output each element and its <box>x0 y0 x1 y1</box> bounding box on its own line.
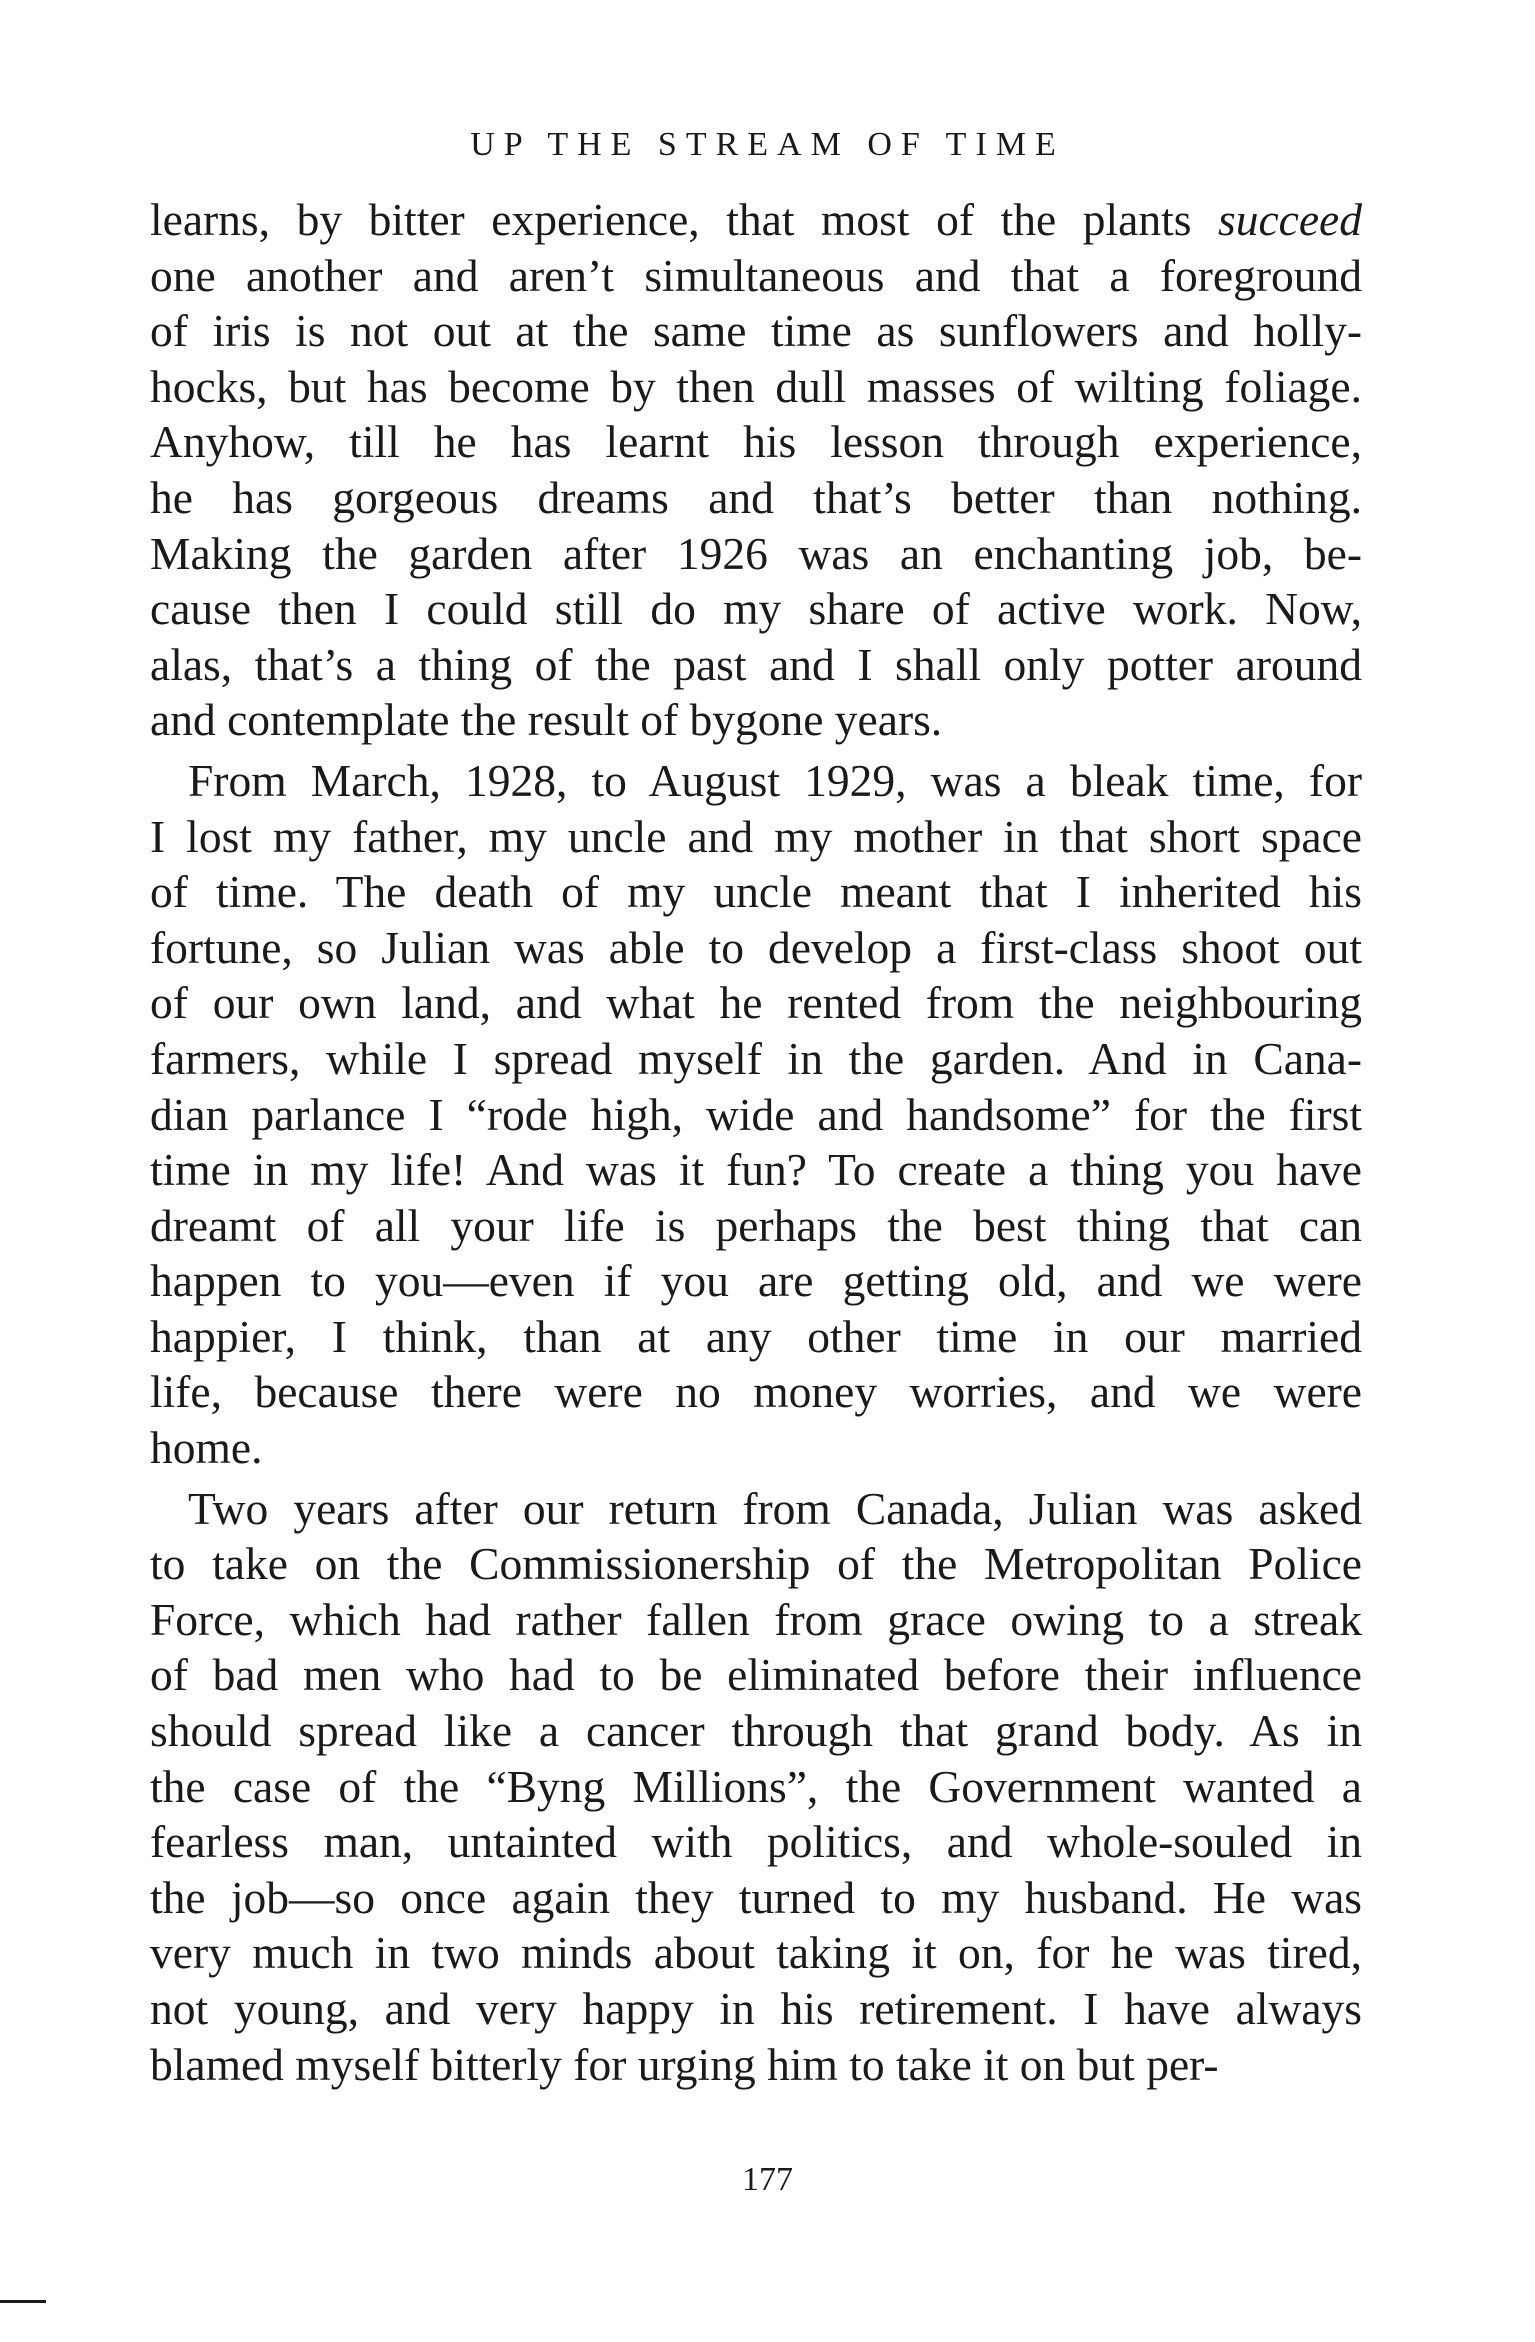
line-text: farmers, while I spread myself in the garden. And in Cana- <box>150 1032 1362 1084</box>
line-text: From March, 1928, to August 1929, was a bleak time, for <box>188 754 1362 806</box>
line-text: of iris is not out at the same time as sunflowers and holly- <box>150 305 1362 357</box>
text-line <box>150 526 1362 582</box>
text-line <box>150 1420 1362 1476</box>
line-text: hocks, but has become by then dull masses of wilting foliage. <box>150 360 1362 412</box>
text-line <box>150 1981 1362 2037</box>
line-text: fortune, so Julian was able to develop a first-class shoot out <box>150 921 1362 973</box>
line-text: cause then I could still do my share of active work. Now, <box>150 583 1362 635</box>
text-line <box>150 1703 1362 1759</box>
text-line <box>150 1870 1362 1926</box>
line-text: life, because there were no money worries, and we were <box>150 1366 1362 1418</box>
line-text: Force, which had rather fallen from grace owing to a streak <box>150 1593 1362 1645</box>
line-text: time in my life! And was it fun? To create a thing you have <box>150 1144 1362 1196</box>
text-line <box>150 809 1362 865</box>
italic-word: succeed <box>1218 194 1362 245</box>
line-text: of time. The death of my uncle meant that I inherited his <box>150 866 1362 918</box>
text-line <box>150 637 1362 693</box>
text-line <box>150 1925 1362 1981</box>
text-line <box>150 1814 1362 1870</box>
line-text: to take on the Commissionership of the Metropolitan Police <box>150 1538 1362 1590</box>
line-text: and contemplate the result of bygone years. <box>150 694 943 746</box>
paragraph <box>150 1481 1362 2093</box>
text-line <box>150 192 1362 248</box>
line-text: happier, I think, than at any other time in our married <box>150 1310 1362 1362</box>
text-line <box>150 1087 1362 1143</box>
text-line <box>150 414 1362 470</box>
text-line <box>150 692 1362 748</box>
line-text: should spread like a cancer through that grand body. As in <box>150 1705 1362 1757</box>
line-text: dreamt of all your life is perhaps the best thing that can <box>150 1199 1362 1251</box>
page-number: 177 <box>742 2161 793 2198</box>
text-line <box>150 581 1362 637</box>
text-line <box>150 470 1362 526</box>
text-line <box>150 248 1362 304</box>
text-line <box>150 1592 1362 1648</box>
text-line <box>150 359 1362 415</box>
running-head: UP THE STREAM OF TIME <box>470 126 1065 163</box>
text-line <box>150 975 1362 1031</box>
text-line <box>150 1647 1362 1703</box>
text-line <box>150 864 1362 920</box>
text-line <box>150 1198 1362 1254</box>
text-line <box>150 1309 1362 1365</box>
text-line <box>150 920 1362 976</box>
line-text: the job—so once again they turned to my husband. He was <box>150 1871 1362 1923</box>
line-text: of our own land, and what he rented from the neighbouring <box>150 977 1362 1029</box>
line-text: Anyhow, till he has learnt his lesson through experience, <box>150 416 1362 468</box>
line-text: very much in two minds about taking it on, for he was tired, <box>150 1927 1362 1979</box>
line-text: of bad men who had to be eliminated before their influence <box>150 1649 1362 1701</box>
paragraph <box>150 753 1362 1476</box>
text-line <box>150 1364 1362 1420</box>
line-text: the case of the “Byng Millions”, the Government wanted a <box>150 1760 1362 1812</box>
paragraph <box>150 192 1362 748</box>
text-line <box>150 1142 1362 1198</box>
body-text <box>150 192 1362 2092</box>
scan-edge-mark <box>0 2300 46 2303</box>
line-text: fearless man, untainted with politics, and whole-souled in <box>150 1816 1362 1868</box>
line-text: home. <box>150 1422 263 1474</box>
text-line <box>150 303 1362 359</box>
line-text: he has gorgeous dreams and that’s better than nothing. <box>150 471 1362 523</box>
line-text: happen to you—even if you are getting old, and we were <box>150 1255 1362 1307</box>
text-line <box>150 1031 1362 1087</box>
line-text: one another and aren’t simultaneous and that a foreground <box>150 249 1362 301</box>
line-text: Two years after our return from Canada, Julian was asked <box>188 1482 1362 1534</box>
text-line <box>150 1253 1362 1309</box>
text-line <box>150 1536 1362 1592</box>
text-line <box>150 1759 1362 1815</box>
line-text: blamed myself bitterly for urging him to take it on but per- <box>150 2038 1219 2090</box>
line-text: Making the garden after 1926 was an enchanting job, be- <box>150 527 1362 579</box>
text-line <box>150 2037 1362 2093</box>
line-text: alas, that’s a thing of the past and I shall only potter around <box>150 638 1362 690</box>
line-text: not young, and very happy in his retirement. I have always <box>150 1983 1362 2034</box>
line-text: I lost my father, my uncle and my mother in that short space <box>150 810 1362 862</box>
text-line <box>150 753 1362 809</box>
line-text: learns, by bitter experience, that most of the plants <box>150 194 1218 245</box>
line-text: dian parlance I “rode high, wide and handsome” for the first <box>150 1088 1362 1140</box>
text-line <box>150 1481 1362 1537</box>
